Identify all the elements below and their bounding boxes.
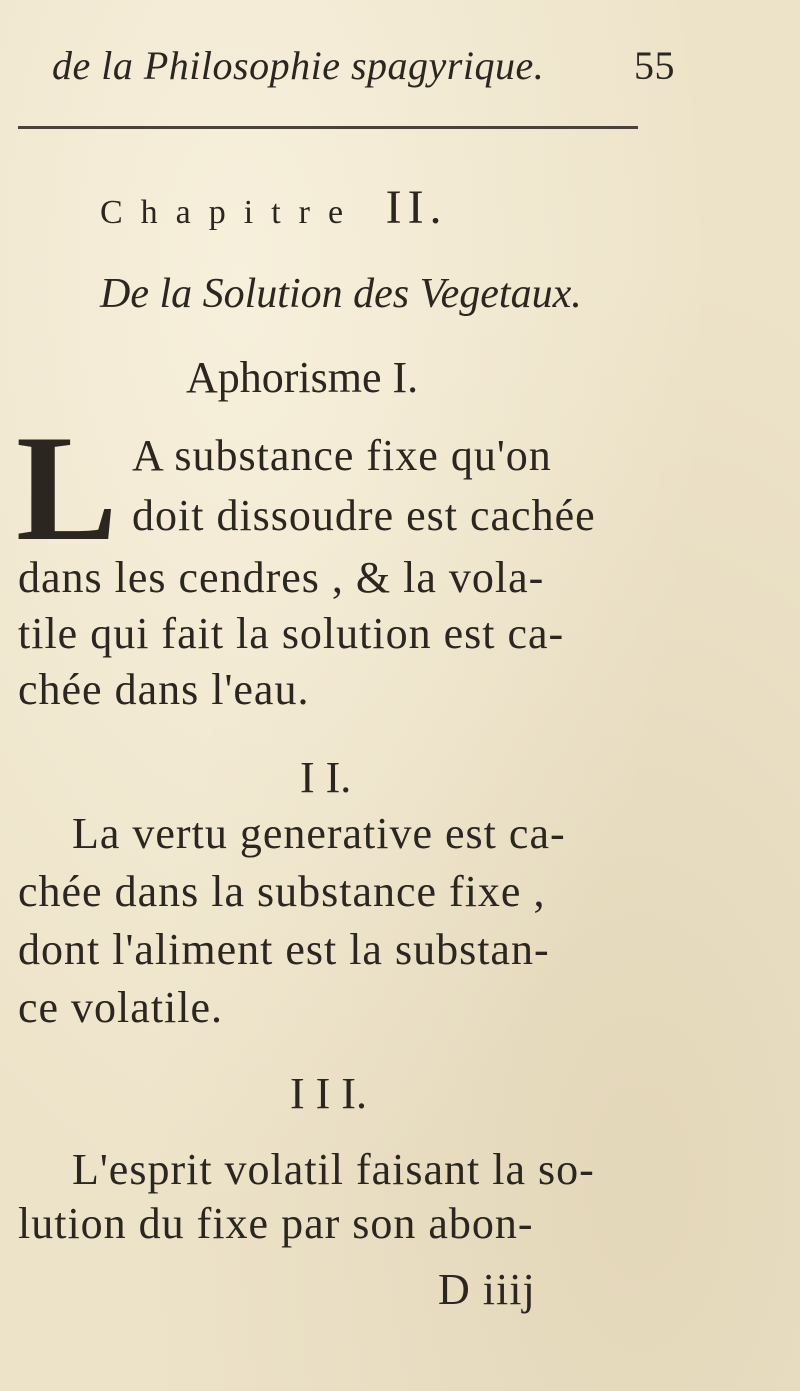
- aphorism-heading-3: I I I.: [290, 1069, 367, 1118]
- aphorism-2-line-3: dont l'aliment est la substan-: [18, 925, 550, 974]
- chapter-subtitle: De la Solution des Vegetaux.: [100, 271, 582, 317]
- running-head: [52, 42, 692, 98]
- chapter-heading: [100, 180, 448, 235]
- aphorism-1-line-3: dans les cendres , & la vola-: [18, 553, 545, 602]
- aphorism-2-line-2: chée dans la substance fixe ,: [18, 867, 546, 916]
- aphorism-1-line-1: A substance fixe qu'on: [132, 431, 552, 480]
- signature-mark: D iiij: [438, 1265, 536, 1314]
- chapter-label: Chapitre: [100, 194, 362, 231]
- running-head-title: de la Philosophie spagyrique.: [52, 43, 545, 88]
- page-number: 55: [634, 43, 675, 88]
- aphorism-1-line-2: doit dissoudre est cachée: [132, 491, 596, 540]
- aphorism-1-line-5: chée dans l'eau.: [18, 665, 310, 714]
- aphorism-3-line-1: L'esprit volatil faisant la so-: [72, 1145, 595, 1194]
- aphorism-2-line-4: ce volatile.: [18, 983, 224, 1032]
- aphorism-3-line-2: lution du fixe par son abon-: [18, 1199, 534, 1248]
- chapter-number: II.: [385, 181, 448, 234]
- header-rule: [18, 126, 638, 129]
- aphorism-2-line-1: La vertu generative est ca-: [72, 809, 566, 858]
- drop-cap: L: [16, 404, 118, 572]
- aphorism-heading-1: Aphorisme I.: [186, 353, 419, 402]
- aphorism-heading-2: I I.: [300, 753, 352, 802]
- aphorism-1-line-4: tile qui fait la solution est ca-: [18, 609, 565, 658]
